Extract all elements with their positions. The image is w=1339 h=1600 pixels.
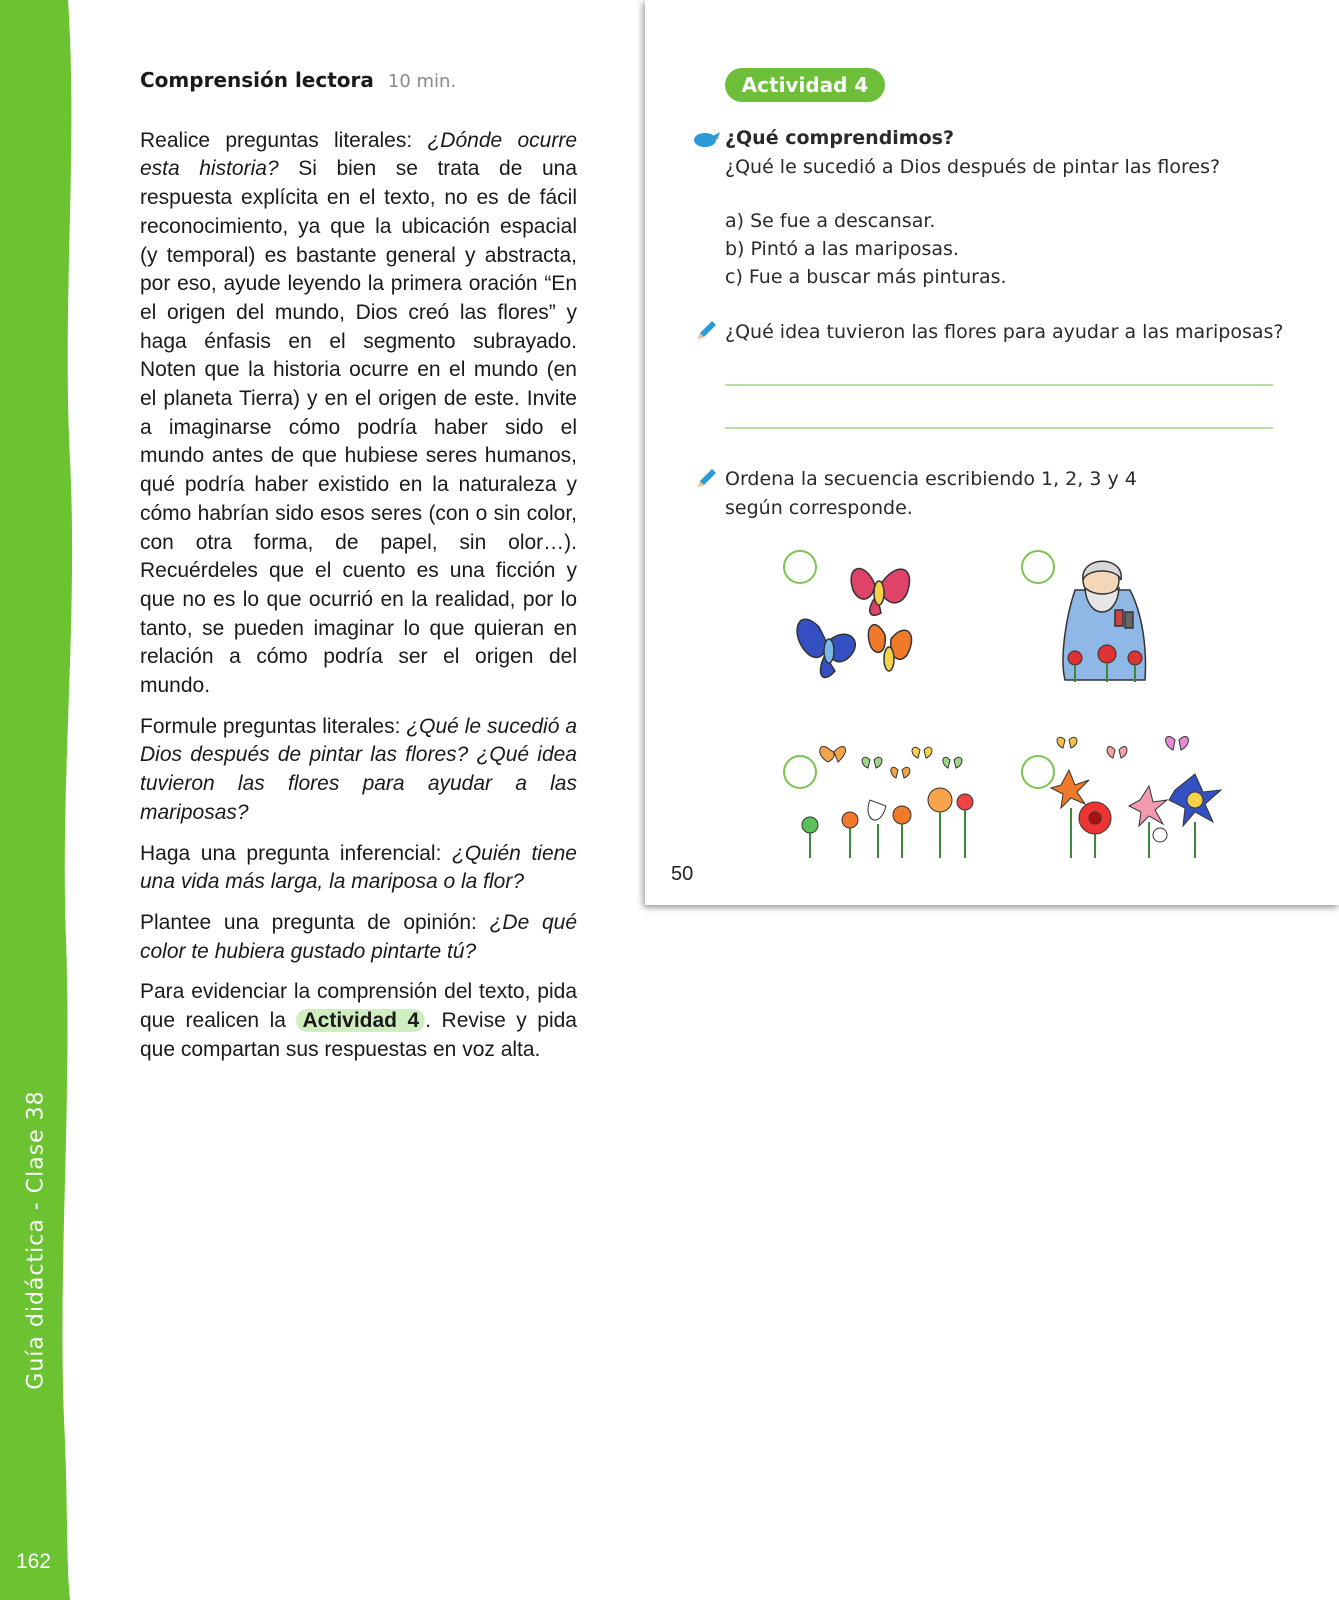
paragraph-literal-questions: Realice preguntas literales: ¿Dónde ocurre esta historia? Si bien se trata de una respuesta explícita en el texto, no es de fácil reconocimiento, ya que la ubicación espacial (y temporal) es bastante general y abstracta, por eso, ayude leyendo la primera oración “En el origen del mundo, Dios creó las flores” y haga énfasis en el segmento subrayado. Noten que la historia ocurre en el mundo (en el planeta Tierra) y en el origen de este. Invite a imaginarse cómo podría haber sido el mundo antes de que hubiese seres humanos, qué podría haber existido en la naturaleza y cómo habrían sido esos seres (con o sin color, con otra forma, de papel, sin olor…). Recuérdeles que el cuento es una ficción y que no es lo que ocurrió en la realidad, por lo tanto, se pueden imaginar lo que quieran en relación a cómo podría ser el origen del mundo. [140, 128, 577, 698]
question-1: ¿Qué le sucedió a Dios después de pintar las flores? [725, 156, 1221, 178]
question-heading: ¿Qué comprendimos? [725, 127, 954, 149]
page-number: 162 [16, 1550, 52, 1573]
section-title: Comprensión lectora [140, 68, 374, 92]
paragraph-formulate-questions: Formule preguntas literales: ¿Qué le sucedió a Dios después de pintar las flores? ¿Qué idea tuvieron las flores para ayudar a las mariposas? [140, 714, 577, 824]
activity-badge: Actividad 4 [725, 68, 885, 102]
answer-line-1[interactable] [725, 384, 1273, 386]
question-3-continued: según corresponde. [725, 497, 913, 519]
butterflies-over-flowers-illustration [790, 740, 980, 860]
answer-line-2[interactable] [725, 427, 1273, 429]
question-2: ¿Qué idea tuvieron las flores para ayudar a las mariposas? [725, 321, 1284, 343]
paragraph-opinion-question: Plantee una pregunta de opinión: ¿De qué color te hubiera gustado pintarte tú? [140, 910, 578, 963]
activity-highlight: Actividad 4 [296, 1009, 425, 1032]
side-label: Guía didáctica - Clase 38 [23, 1090, 49, 1390]
worksheet-page [645, 0, 1339, 905]
colored-flowers-illustration [1045, 730, 1225, 860]
worksheet-page-number: 50 [671, 863, 694, 885]
pencil-icon [695, 318, 719, 342]
paragraph-inferential-question: Haga una pregunta inferencial: ¿Quién tiene una vida más larga, la mariposa o la flor? [140, 841, 577, 894]
section-heading [140, 66, 577, 97]
section-time: 10 min. [387, 71, 457, 92]
paragraph-activity: Para evidenciar la comprensión del texto, pida que realicen la Actividad 4 . Revise y pida que compartan sus respuestas en voz alta. [140, 980, 577, 1061]
guide-column [140, 66, 577, 1077]
speech-bubble-icon [693, 131, 721, 149]
question-3: Ordena la secuencia escribiendo 1, 2, 3 y 4 [725, 468, 1137, 490]
option-c: c) Fue a buscar más pinturas. [725, 266, 1007, 288]
god-painting-flowers-illustration [1035, 550, 1165, 690]
option-b: b) Pintó a las mariposas. [725, 238, 959, 260]
pencil-icon [695, 466, 719, 490]
colored-butterflies-illustration [785, 555, 945, 705]
option-a: a) Se fue a descansar. [725, 210, 936, 232]
